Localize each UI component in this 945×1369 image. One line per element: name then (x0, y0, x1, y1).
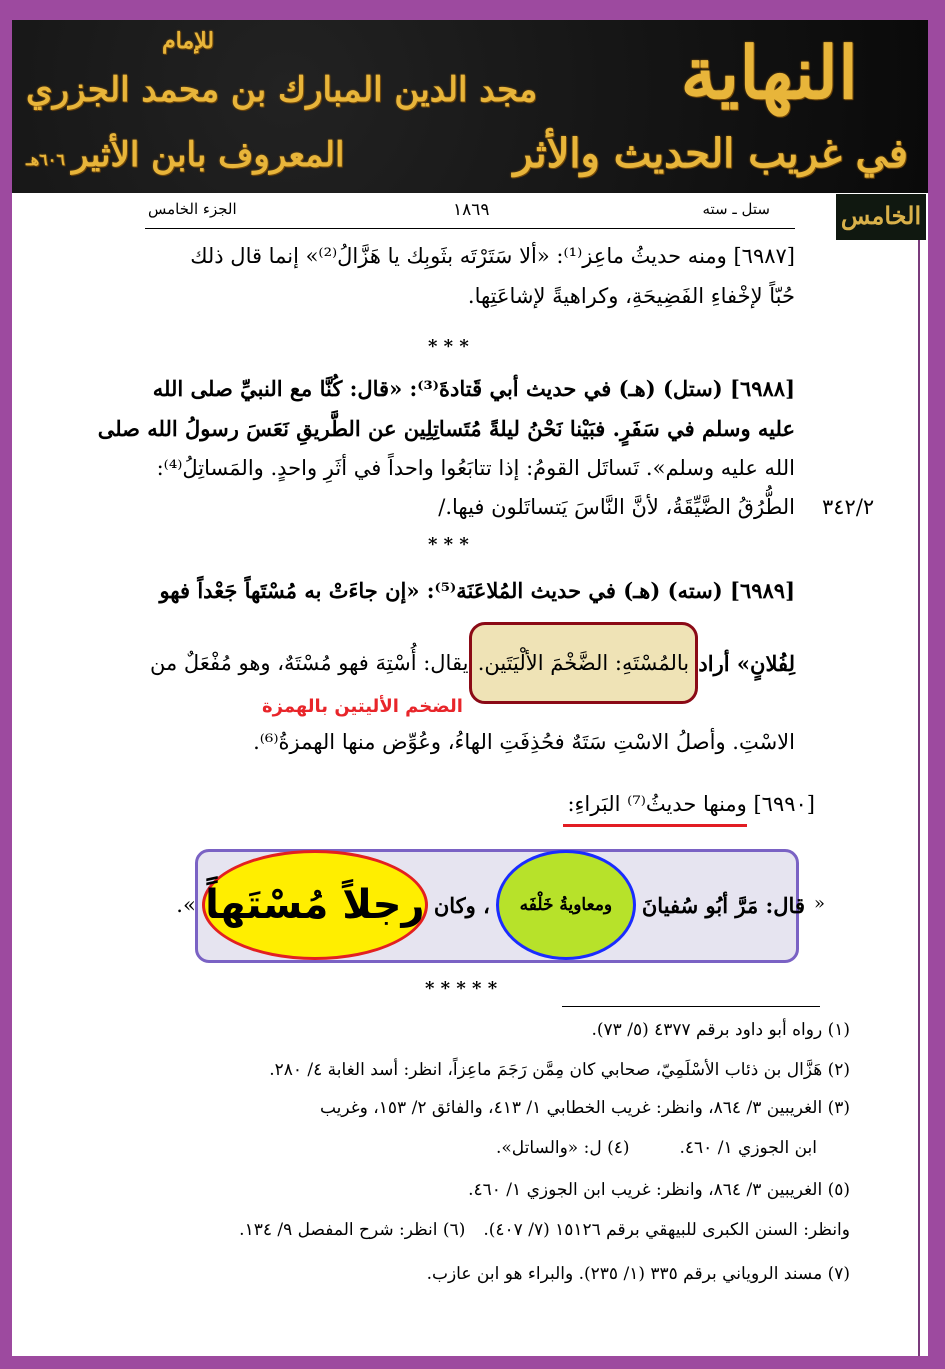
header-rule (145, 228, 795, 229)
highlighted-definition: بالمُسْتَهِ: الضَّخْمَ الألْيَتَين. (469, 622, 698, 704)
quote-circled: ومعاويةُ خَلْفَه (496, 850, 636, 960)
entry-6988-line4: الطُّرُقُ الضَّيِّقَةُ، لأنَّ النَّاسَ يَتساتَلون فيها./ (438, 495, 795, 519)
footnote-4: (٤) ل: «والساتل». (495, 1138, 630, 1158)
footnote-6: (٦) انظر: شرح المفصل ٩/ ١٣٤. (239, 1220, 466, 1240)
banner-year: ٦٠٦هـ (26, 150, 65, 169)
quote-ellipsed: رجلاً مُسْتَهاً (202, 850, 428, 960)
entry-6989-line1: [٦٩٨٩] (سته) (هـ) في حديث المُلاعَنَة⁽⁵⁾: «إن جاءَتْ به مُسْتَهاً جَعْداً فهو (159, 578, 795, 603)
footnote-3-4-row (496, 1138, 817, 1158)
quote-row (170, 850, 805, 960)
separator-stars: * * * * * (425, 978, 498, 999)
footnote-5-cont: وانظر: السنن الكبرى للبيهقي برقم ١٥١٢٦ (٧/ ٤٠٧). (483, 1220, 850, 1240)
book-cover-banner (12, 20, 928, 193)
header-page-number: ١٨٦٩ (453, 200, 490, 220)
banner-author: مجد الدين المبارك بن محمد الجزري (26, 70, 538, 110)
open-quote: « (813, 893, 825, 914)
footnote-2: (٢) هَزَّال بن ذئاب الأسْلَمِيّ، صحابي كان مِمَّن رَجَمَ ماعِزاً، انظر: أسد الغابة ٤/ ٢٨٠. (269, 1060, 850, 1080)
entry-6988-line3: الله عليه وسلم». تَساتَل القومُ: إذا تتابَعُوا واحداً في أثَرِ واحدٍ. والمَساتِلُ⁽⁴⁾: (156, 456, 795, 480)
volume-tag: الخامس (836, 194, 926, 240)
footnote-5: (٥) الغريبين ٣/ ٨٦٤، وانظر: غريب ابن الجوزي ١/ ٤٦٠. (468, 1180, 850, 1200)
banner-known-as: المعروف بابن الأثير (72, 135, 345, 175)
banner-subtitle: في غريب الحديث والأثر (513, 130, 908, 177)
quote-part1: قال: مَرَّ أبُو سُفيانَ (641, 892, 805, 918)
footnote-7: (٧) مسند الروياني برقم ٣٣٥ (١/ ٢٣٥). والبراء هو ابن عازب. (426, 1264, 850, 1284)
entry-6990-line1: [٦٩٩٠] ومنها حديثُ⁽⁷⁾ البَراءِ: (567, 792, 815, 816)
footnote-3-cont: ابن الجوزي ١/ ٤٦٠. (679, 1138, 817, 1158)
entry-6989-line2-start: لِفُلانٍ» أراد (698, 650, 795, 676)
separator-stars: * * * (428, 336, 469, 357)
entry-6989-line3: الاسْتِ. وأصلُ الاسْتِ سَتَهٌ فحُذِفَتِ الهاءُ، وعُوِّض منها الهمزةُ⁽⁶⁾. (253, 730, 795, 754)
entry-6987-line1: [٦٩٨٧] ومنه حديثُ ماعِز⁽¹⁾: «ألا سَتَرْتَه بثَوبِك يا هَزَّالُ⁽²⁾» إنما قال ذلك (190, 244, 795, 268)
close-quote: ». (176, 893, 196, 917)
footnote-1: (١) رواه أبو داود برقم ٤٣٧٧ (٥/ ٧٣). (591, 1020, 850, 1040)
entry-6987-line2: حُبّاً لإخْفاءِ الفَضِيحَةِ، وكراهيةً لإشاعَتِها. (467, 284, 795, 308)
header-entry-range: ستل ـ سته (702, 200, 770, 218)
footnote-rule (562, 1006, 820, 1007)
footnote-3: (٣) الغريبين ٣/ ٨٦٤، وانظر: غريب الخطابي ١/ ٤١٣، والفائق ٢/ ١٥٣، وغريب (319, 1098, 850, 1118)
footnote-5-6-row (239, 1220, 850, 1240)
banner-imam: للإمام (162, 28, 214, 54)
header-volume: الجزء الخامس (148, 200, 237, 218)
entry-6989-line2-rest: يقال: أُسْتِهَ فهو مُسْتَهٌ، وهو مُفْعَلٌ من (150, 651, 469, 675)
entry-6988-line2: عليه وسلم في سَفَرٍ. فبَيْنا نَحْنُ ليلةً مُتَساتِلِين عن الطَّريقِ نَعَسَ رسولُ الله صلى (97, 416, 795, 441)
separator-stars: * * * (428, 534, 469, 555)
red-underline (563, 824, 747, 827)
page-border-stripe (918, 240, 924, 1356)
red-annotation: الضخم الأليتين بالهمزة (262, 696, 463, 717)
entry-6988-line1: [٦٩٨٨] (ستل) (هـ) في حديث أبي قَتادةَ⁽³⁾: «قال: كُنَّا مع النبيِّ صلى الله (152, 376, 795, 401)
margin-reference: ٣٤٢/٢ (822, 495, 875, 519)
entry-6989-line2 (150, 622, 795, 704)
quote-part2: ، وكان (433, 892, 490, 918)
banner-title: النهاية (680, 30, 858, 115)
